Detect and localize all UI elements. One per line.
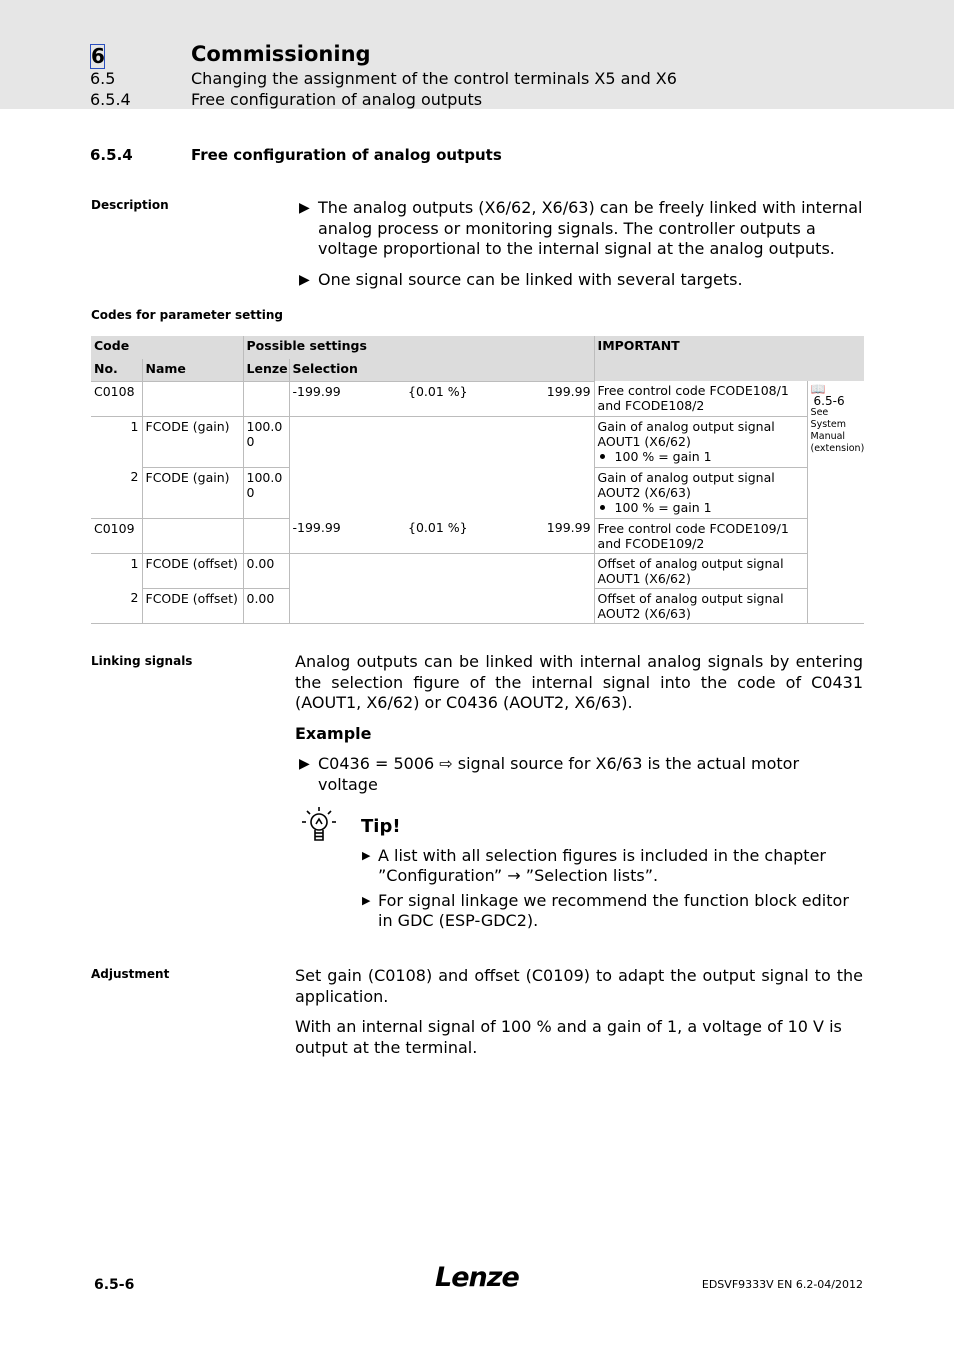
adjustment-paragraph: With an internal signal of 100 % and a gain of 1, a voltage of 10 V is output at the terminal. [295,1017,842,1057]
section-title: Free configuration of analog outputs [191,146,502,164]
reference-cell [807,381,864,623]
chapter-title: Commissioning [191,42,371,66]
list-item: ▶ One signal source can be linked with several targets. [299,269,743,289]
description-label: Description [91,198,169,212]
bullet-triangle-icon: ▶ [299,271,310,288]
table-row: 1 FCODE (gain) 100.00 Gain of analog output signal AOUT1 (X6/62) 100 % = gain 1 [91,416,864,467]
linking-text: Analog outputs can be linked with internal analog signals by entering the selection figure of the internal signal into the code of C0431 (AOUT1, X6/62) or C0436 (AOUT2, X6/63). [295,652,863,712]
header-possible-settings: Possible settings [243,336,594,359]
example-body [295,754,863,795]
table-row: C0109 -199.99 {0.01 %} 199.99 Free control code FCODE109/1 and FCODE109/2 [91,518,864,553]
bullet-dot-icon [600,454,605,459]
bullet-triangle-icon: ▶ [299,200,310,216]
adjustment-paragraph: Set gain (C0108) and offset (C0109) to adapt the output signal to the application. [295,966,863,1006]
subsubsection-number: 6.5.4 [90,90,131,109]
tip-body [361,846,861,931]
table-row: 2 FCODE (gain) 100.00 Gain of analog output signal AOUT2 (X6/63) 100 % = gain 1 [91,467,864,518]
book-icon: 📖 [810,382,826,396]
bullet-triangle-icon: ▶ [299,756,310,772]
bullet-triangle-icon: ▶ [362,849,371,862]
example-heading: Example [295,724,372,743]
header-lenze: Lenze [243,359,289,381]
bullet-triangle-icon: ▶ [362,894,371,907]
list-item: ▶ For signal linkage we recommend the function block editor in GDC (ESP-GDC2). [362,891,849,930]
lenze-logo: Lenze [435,1262,519,1293]
tip-title: Tip! [361,816,401,837]
header-selection: Selection [289,359,594,381]
page-number: 6.5-6 [94,1277,135,1293]
table-row: 2 FCODE (offset) 0.00 Offset of analog output signal AOUT2 (X6/63) [91,588,864,623]
header-name: Name [142,359,243,381]
reference-note: See System Manual (extension) [810,407,865,454]
list-item: ▶ A list with all selection figures is included in the chapter ”Configuration” → ”Selection lists”. [362,846,826,885]
document-id: EDSVF9333V EN 6.2-04/2012 [701,1278,863,1291]
linking-label: Linking signals [91,654,193,668]
list-item: ▶ The analog outputs (X6/62, X6/63) can be freely linked with internal analog process or monitoring signals. The controller outputs a voltage proportional to the internal signal at the analog outputs. [299,198,863,258]
header-code: Code [91,336,243,359]
header-important: IMPORTANT [594,336,864,381]
section-number: 6.5.4 [90,146,133,164]
table-row: C0108 -199.99 {0.01 %} 199.99 Free control code FCODE108/1 and FCODE108/2 📖 6.5-6 See System Manual (extension) [91,381,864,416]
lightbulb-icon [299,805,341,845]
header-no: No. [91,359,142,381]
bullet-dot-icon [600,505,605,510]
codes-table [91,336,864,624]
description-body [295,198,863,290]
subsection-title: Changing the assignment of the control terminals X5 and X6 [191,69,677,88]
subsection-number: 6.5 [90,69,116,88]
table-row: 1 FCODE (offset) 0.00 Offset of analog output signal AOUT1 (X6/62) [91,553,864,588]
codes-label: Codes for parameter setting [91,308,283,322]
reference-page: 6.5-6 [813,394,845,408]
list-item: ▶ C0436 = 5006 ⇨ signal source for X6/63 is the actual motor voltage [299,754,800,794]
chapter-number[interactable]: 6 [91,44,105,68]
adjustment-label: Adjustment [91,967,170,981]
subsubsection-title: Free configuration of analog outputs [191,90,483,109]
